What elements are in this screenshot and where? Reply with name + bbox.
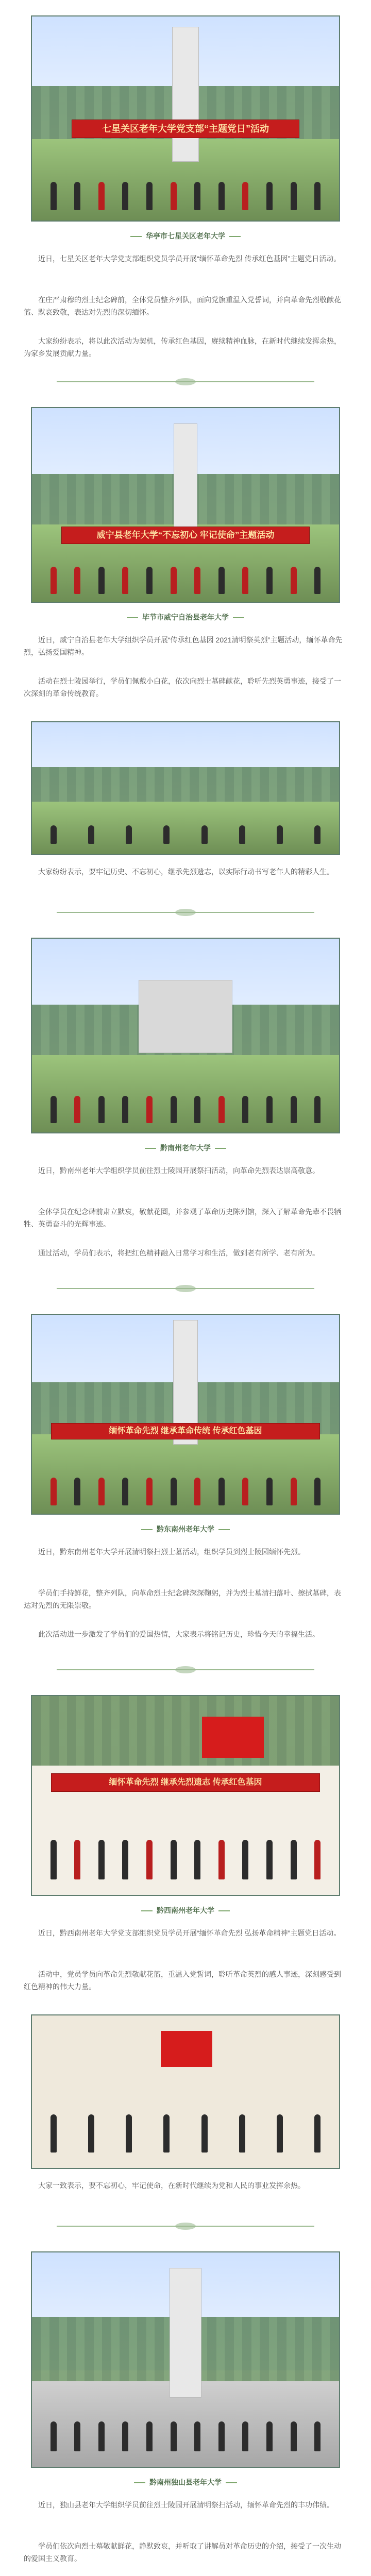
section-5-photo-2 bbox=[31, 2014, 340, 2169]
section-divider-2 bbox=[57, 912, 314, 923]
section-3-caption: 黔南州老年大学 bbox=[0, 1143, 371, 1153]
section-5-caption: 黔西南州老年大学 bbox=[0, 1905, 371, 1916]
section-2-para-2: 活动在烈士陵园举行，学员们佩戴小白花，依次向烈士墓碑献花，聆听先烈英勇事迹，接受了一次深刻的革命传统教育。 bbox=[24, 677, 341, 698]
section-4-para-3: 此次活动进一步激发了学员们的爱国热情，大家表示将铭记历史，珍惜今天的幸福生活。 bbox=[38, 1630, 319, 1638]
section-2-caption: 毕节市威宁自治县老年大学 bbox=[0, 612, 371, 622]
section-5-para-3: 大家一致表示，要不忘初心，牢记使命，在新时代继续为党和人民的事业发挥余热。 bbox=[38, 2181, 305, 2190]
section-6-para-1: 近日，独山县老年大学组织学员前往烈士陵园开展清明祭扫活动，缅怀革命先烈的丰功伟绩。 bbox=[38, 2501, 334, 2509]
section-2-para-3: 大家纷纷表示，要牢记历史、不忘初心，继承先烈遗志，以实际行动书写老年人的精彩人生。 bbox=[38, 868, 334, 876]
section-1-para-2: 在庄严肃穆的烈士纪念碑前，全体党员整齐列队，面向党旗重温入党誓词，并向革命先烈敬献花篮、默哀致敬，表达对先烈的深切缅怀。 bbox=[24, 296, 341, 316]
section-1-banner: 七星关区老年大学党支部“主题党日”活动 bbox=[72, 120, 299, 138]
section-4-para-1: 近日，黔东南州老年大学开展清明祭扫烈士墓活动，组织学员到烈士陵园缅怀先烈。 bbox=[38, 1548, 305, 1556]
section-3-para-1: 近日，黔南州老年大学组织学员前往烈士陵园开展祭扫活动，向革命先烈表达崇高敬意。 bbox=[38, 1166, 319, 1175]
party-flag-icon bbox=[202, 1717, 264, 1758]
section-divider-3 bbox=[57, 1288, 314, 1299]
section-3-para-3: 通过活动，学员们表示，将把红色精神融入日常学习和生活，做到老有所学、老有所为。 bbox=[38, 1249, 319, 1257]
section-divider-5 bbox=[57, 2226, 314, 2237]
section-2-photo-2 bbox=[31, 721, 340, 855]
section-6-caption: 黔南州独山县老年大学 bbox=[0, 2477, 371, 2487]
monument-icon bbox=[174, 423, 197, 543]
section-3-para-2: 全体学员在纪念碑前肃立默哀，敬献花圈，并参观了革命历史陈列馆，深入了解革命先辈不畏牺牲、英勇奋斗的光辉事迹。 bbox=[24, 1208, 341, 1228]
section-5-para-2: 活动中，党员学员向革命先烈敬献花篮，重温入党誓词，聆听革命英烈的感人事迹，深刻感受到红色精神的伟大力量。 bbox=[24, 1970, 341, 1991]
memorial-hall-icon bbox=[139, 980, 232, 1053]
section-5-para-1: 近日，黔西南州老年大学党支部组织党员学员开展“缅怀革命先烈 弘扬革命精神”主题党日活动。 bbox=[38, 1929, 341, 1937]
section-1-photo bbox=[31, 15, 340, 222]
monument-icon bbox=[172, 27, 199, 162]
section-1-para-3: 大家纷纷表示，将以此次活动为契机，传承红色基因，赓续精神血脉，在新时代继续发挥余热，为家乡发展贡献力量。 bbox=[24, 337, 341, 358]
section-6-photo bbox=[31, 2251, 340, 2468]
monument-icon bbox=[170, 2268, 201, 2398]
section-4-photo bbox=[31, 1314, 340, 1515]
section-divider-1 bbox=[57, 381, 314, 393]
section-4-para-2: 学员们手持鲜花，整齐列队，向革命烈士纪念碑深深鞠躬，并为烈士墓清扫落叶、擦拭墓碑，表达对先烈的无限崇敬。 bbox=[24, 1589, 341, 1609]
section-3-photo bbox=[31, 938, 340, 1133]
section-1-para-1: 近日，七星关区老年大学党支部组织党员学员开展“缅怀革命先烈 传承红色基因”主题党日活动。 bbox=[38, 255, 341, 263]
party-flag-icon bbox=[161, 2031, 212, 2067]
section-2-banner: 威宁县老年大学“不忘初心 牢记使命”主题活动 bbox=[61, 527, 310, 544]
section-2-para-1: 近日，威宁自治县老年大学组织学员开展“传承红色基因 2021清明祭英烈”主题活动，缅怀革命先烈，弘扬爱国精神。 bbox=[24, 636, 343, 656]
section-5-banner: 缅怀革命先烈 继承先烈遗志 传承红色基因 bbox=[51, 1773, 320, 1792]
section-4-caption: 黔东南州老年大学 bbox=[0, 1524, 371, 1534]
section-6-para-2: 学员们依次向烈士墓敬献鲜花，静默致哀，并听取了讲解员对革命历史的介绍，接受了一次生动的爱国主义教育。 bbox=[24, 2542, 341, 2563]
section-2-photo bbox=[31, 407, 340, 603]
section-1-caption: 华亭市七星关区老年大学 bbox=[0, 231, 371, 241]
section-4-banner: 缅怀革命先烈 继承革命传统 传承红色基因 bbox=[51, 1423, 320, 1439]
section-divider-4 bbox=[57, 1669, 314, 1681]
section-5-photo bbox=[31, 1695, 340, 1896]
